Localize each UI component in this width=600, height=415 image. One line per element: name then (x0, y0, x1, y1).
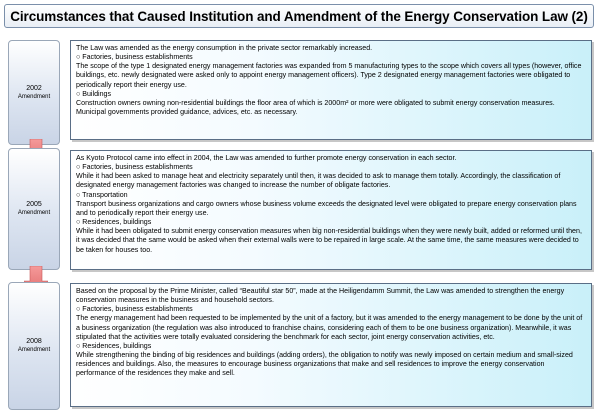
section-heading: ○ Buildings (76, 89, 112, 98)
label-word: Amendment (17, 93, 51, 100)
section-heading: ○ Residences, buildings (76, 341, 152, 350)
title-bar (4, 4, 594, 28)
label-2008-amendment (8, 282, 60, 410)
label-word: Amendment (17, 210, 51, 216)
section-heading: ○ Factories, business establishments (76, 163, 193, 172)
section-heading: ○ Factories, business establishments (76, 53, 193, 62)
label-word: Amendment (17, 347, 51, 353)
section-text: As Kyoto Protocol came into effect in 2004, the Law was amended to further promote energy conservation in each sector. (76, 154, 457, 162)
section-text: The scope of the type 1 designated energy management factories was expanded from 5 manufacturing types to the scope which covers all types (however, office buildings, etc. newly designated were asked only to appoint energy management officers). Type 2 designated energy management factories were obligated to periodically report their energy use. (76, 62, 582, 89)
section-text: Based on the proposal by the Prime Minister, called “Beautiful star 50”, made at the Heiligendamm Summit, the Law was amended to strengthen the energy conservation measures in the business and household sectors. (76, 287, 565, 305)
section-2005 (70, 150, 592, 270)
section-text: The energy management had been requested to be implemented by the unit of a factory, but it was amended to the energy management to be done by the unit of a business organization (the regulation was also introduced to franchise chains, considering each of them to be one business organization). Meanwhile, it was stipulated that the activities were totally evaluated considering the benchmark for each sector, joint energy conservation activities, etc. (76, 314, 583, 341)
label-year: 2002 (26, 84, 42, 92)
section-text: The Law was amended as the energy consumption in the private sector remarkably increased. (76, 44, 373, 52)
label-2005-amendment (8, 148, 60, 270)
section-text: Construction owners owning non-residential buildings the floor area of which is 2000m² or more were obligated to submit energy conservation measures. Municipal governments provided guidance, advices, etc. as necessary. (76, 98, 555, 117)
section-2008 (70, 283, 592, 407)
section-text: Transport business organizations and cargo owners whose business volume exceeds the designated level were obligated to prepare energy conservation plans and to periodically report their energy use. (76, 199, 577, 217)
section-heading: ○ Residences, buildings (76, 218, 152, 227)
section-heading: ○ Factories, business establishments (76, 305, 193, 314)
section-heading: ○ Transportation (76, 190, 128, 199)
label-2002-amendment (8, 40, 60, 145)
label-year: 2005 (26, 201, 42, 208)
section-text: While it had been obligated to submit energy conservation measures when big non-residential buildings when they were newly built, added or reformed until then, it was decided that the same would be asked when their external walls were to be repaired in large scale. At the same time, the same measures were decided to be taken for houses too. (76, 227, 582, 254)
label-year: 2008 (26, 338, 42, 345)
section-text: While it had been asked to manage heat and electricity separately until then, it was decided to ask to manage them totally. Accordingly, the classification of designated energy management factories was changed to increase the number of obligate factories. (76, 172, 561, 190)
page-title: Circumstances that Caused Institution and Amendment of the Energy Conservation Law (2) (10, 8, 588, 24)
section-text: While strengthening the binding of big residences and buildings (adding orders), the obligation to notify was newly imposed on certain medium and small-sized residences and buildings. Also, the measures to encourage business organizations that make and sell residences to improve the energy conservation performance of the residences they make and sell. (76, 351, 573, 378)
section-2002 (70, 40, 592, 140)
